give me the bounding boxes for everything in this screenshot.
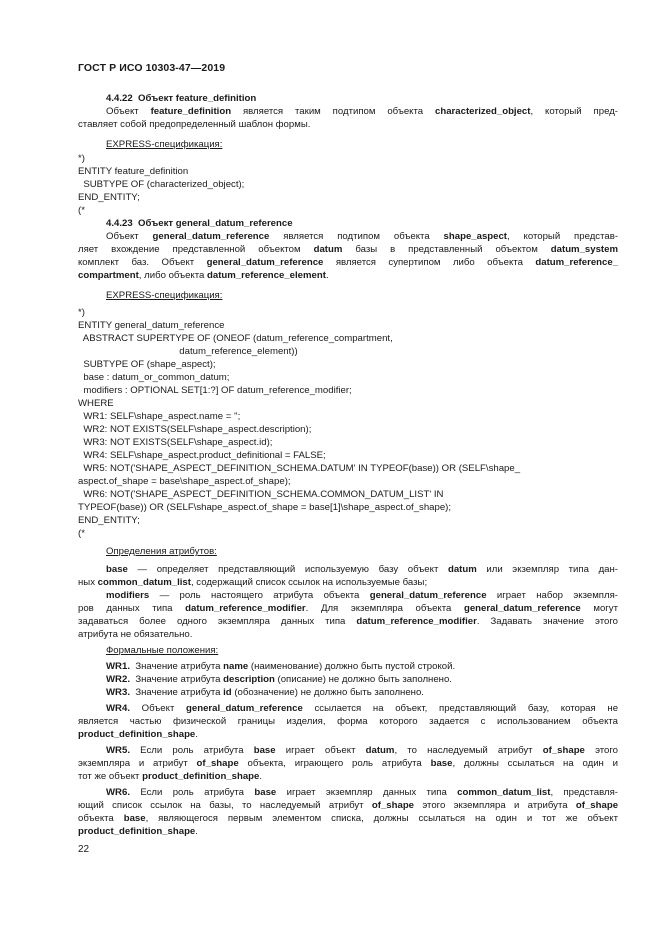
rule-wr4: product_definition_shape. — [78, 729, 198, 740]
paragraph-line: ставляет собой предопределенный шаблон формы. — [78, 119, 311, 130]
rule-wr3: WR3. Значение атрибута id (обозначение) не должно быть заполнено. — [106, 687, 424, 698]
code-line: WHERE — [78, 398, 114, 409]
rule-wr1: WR1. Значение атрибута name (наименование) должно быть пустой строкой. — [106, 661, 456, 672]
document-header: ГОСТ Р ИСО 10303-47—2019 — [78, 62, 226, 74]
code-line: END_ENTITY; — [78, 515, 140, 526]
paragraph-line: Объект general_datum_reference является подтипом объекта shape_aspect, который представ- — [106, 231, 619, 242]
section-title-general-datum-reference: 4.4.23 Объект general_datum_reference — [106, 218, 293, 229]
rule-wr6: объекта base, являющегося первым элементом списка, должны ссылаться на один и тот же объект — [78, 813, 619, 824]
code-line: WR5: NOT('SHAPE_ASPECT_DEFINITION_SCHEMA.DATUM' IN TYPEOF(base)) OR (SELF\shape_ — [78, 463, 521, 474]
code-line: ENTITY feature_definition — [78, 166, 189, 177]
code-line: WR4: SELF\shape_aspect.product_definitional = FALSE; — [78, 450, 326, 461]
formal-propositions-label: Формальные положения: — [106, 645, 219, 656]
code-line: (* — [78, 528, 85, 539]
rule-wr4: WR4. Объект general_datum_reference ссылается на объект, представляющий базу, которая не — [106, 703, 619, 714]
code-line: SUBTYPE OF (characterized_object); — [78, 179, 245, 190]
code-line: (* — [78, 205, 85, 216]
code-line: *) — [78, 153, 85, 164]
attribute-modifiers-line: ров данных типа datum_reference_modifier. Для экземпляра объекта general_datum_reference могут — [78, 603, 618, 614]
attribute-modifiers-line: задаваться более одного экземпляра данных типа datum_reference_modifier. Задавать значение этого — [78, 616, 618, 627]
page-number: 22 — [78, 844, 90, 855]
code-line: modifiers : OPTIONAL SET[1:?] OF datum_reference_modifier; — [78, 385, 352, 396]
rule-wr6: ющий список ссылок на базы, то наследуемый атрибут of_shape этого экземпляра и атрибута of_shape — [78, 800, 619, 811]
code-line: datum_reference_element)) — [78, 346, 298, 357]
rule-wr6: WR6. Если роль атрибута base играет экземпляр данных типа common_datum_list, представля- — [106, 787, 618, 798]
code-line: WR1: SELF\shape_aspect.name = ''; — [78, 411, 241, 422]
code-line: ENTITY general_datum_reference — [78, 320, 225, 331]
code-line: aspect.of_shape = base\shape_aspect.of_shape); — [78, 476, 291, 487]
code-line: SUBTYPE OF (shape_aspect); — [78, 359, 216, 370]
code-line: base : datum_or_common_datum; — [78, 372, 230, 383]
code-line: WR6: NOT('SHAPE_ASPECT_DEFINITION_SCHEMA.COMMON_DATUM_LIST' IN — [78, 489, 444, 500]
attribute-base-line: ных common_datum_list, содержащий список ссылок на используемые базы; — [78, 577, 428, 588]
rule-wr4: является частью физической границы изделия, форма которого задается с использованием объекта — [78, 716, 618, 727]
attribute-base-line: base — определяет представляющий используемую базу объект datum или экземпляр типа дан- — [106, 564, 618, 575]
attribute-modifiers-line: modifiers — роль настоящего атрибута объекта general_datum_reference играет набор экземпля- — [106, 590, 618, 601]
rule-wr2: WR2. Значение атрибута description (описание) не должно быть заполнено. — [106, 674, 452, 685]
attribute-modifiers-line: атрибута не обязательно. — [78, 629, 193, 640]
paragraph-line: compartment, либо объекта datum_reference_element. — [78, 270, 329, 281]
code-line: WR3: NOT EXISTS(SELF\shape_aspect.id); — [78, 437, 273, 448]
express-spec-label: EXPRESS-спецификация: — [106, 290, 223, 301]
section-title-feature-definition: 4.4.22 Объект feature_definition — [106, 93, 257, 104]
code-line: END_ENTITY; — [78, 192, 140, 203]
rule-wr5: экземпляра и атрибут of_shape объекта, играющего роль атрибута base, должны ссылаться на один и — [78, 758, 619, 769]
rule-wr5: WR5. Если роль атрибута base играет объект datum, то наследуемый атрибут of_shape этого — [106, 745, 619, 756]
express-spec-label: EXPRESS-спецификация: — [106, 139, 223, 150]
code-line: WR2: NOT EXISTS(SELF\shape_aspect.description); — [78, 424, 312, 435]
paragraph-line: Объект feature_definition является таким подтипом объекта characterized_object, который пред- — [106, 106, 618, 117]
paragraph-line: ляет вхождение представленной объектом datum базы в представленный объектом datum_system — [78, 244, 618, 255]
code-line: TYPEOF(base)) OR (SELF\shape_aspect.of_shape = base[1]\shape_aspect.of_shape); — [78, 502, 452, 513]
paragraph-line: комплект баз. Объект general_datum_reference является супертипом либо объекта datum_reference_ — [78, 257, 619, 268]
rule-wr5: тот же объект product_definition_shape. — [78, 771, 263, 782]
code-line: *) — [78, 307, 85, 318]
attribute-definitions-label: Определения атрибутов: — [106, 546, 217, 557]
rule-wr6: product_definition_shape. — [78, 826, 198, 837]
code-line: ABSTRACT SUPERTYPE OF (ONEOF (datum_reference_compartment, — [78, 333, 393, 344]
